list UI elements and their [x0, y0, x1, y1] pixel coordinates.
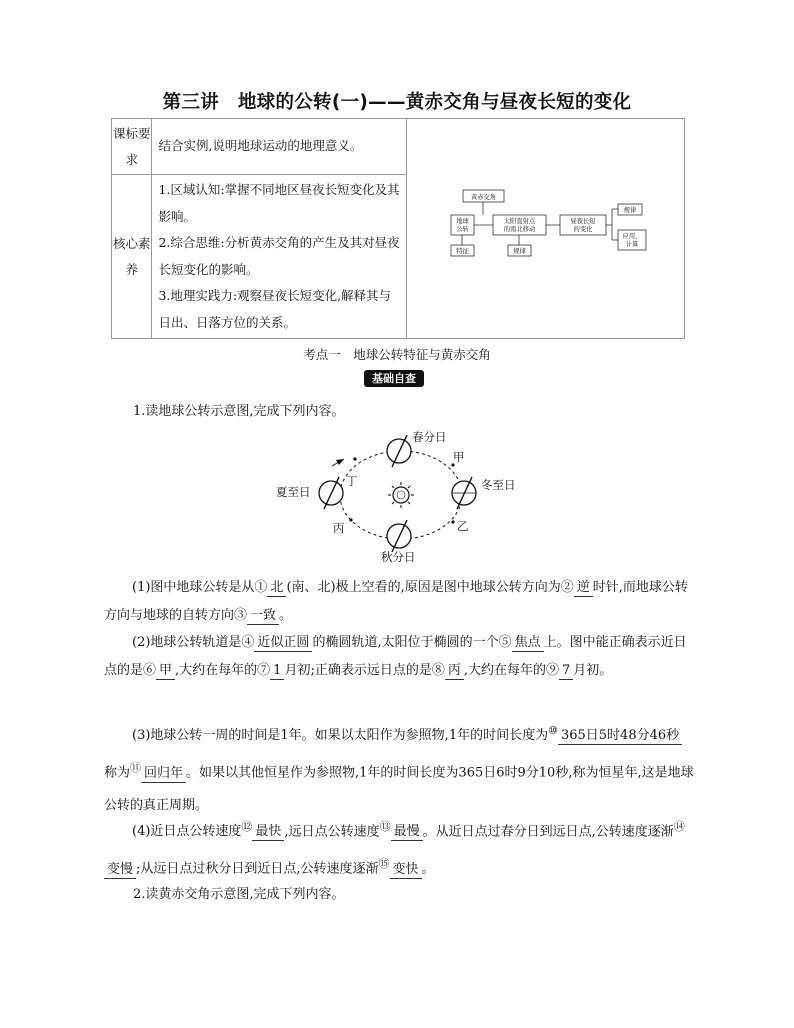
- svg-text:计算: 计算: [625, 241, 639, 248]
- answer-13: 最慢: [391, 823, 423, 841]
- paragraph-3: (3)地球公转一周的时间是1年。如果以太阳作为参照物,1年的时间长度为⑩ 365日5时48分46秒称为⑪ 回归年 。如果以其他恒星作为参照物,1年的时间长度为365日6时9分10秒,称为恒星年,这是地球公转的真正周期。: [104, 724, 694, 813]
- label-jia: 甲: [453, 450, 465, 464]
- answer-9: 7: [559, 662, 573, 680]
- basics-badge: 基础自查: [364, 370, 424, 387]
- section-heading: 考点一 地球公转特征与黄赤交角: [303, 347, 491, 362]
- literacy-item: 2.综合思维:分析黄赤交角的产生及其对昼夜长短变化的影响。: [158, 235, 400, 277]
- curriculum-text: 结合实例,说明地球运动的地理意义。: [152, 119, 407, 175]
- arrow-icon: [336, 459, 344, 465]
- orbit-diagram: [270, 425, 530, 567]
- label-autumn: 秋分日: [381, 550, 416, 564]
- label-bing: 丙: [333, 521, 345, 535]
- cm-middle-bottom: 规律: [513, 248, 526, 255]
- question-1: 1.读地球公转示意图,完成下列内容。: [133, 404, 345, 419]
- svg-text:的变化: 的变化: [573, 226, 593, 233]
- cm-right: 昼夜长短: [570, 218, 596, 225]
- cm-left-bottom: 特征: [456, 248, 469, 255]
- answer-1: 北: [267, 579, 286, 597]
- answer-11: 回归年: [141, 765, 186, 783]
- answer-8: 丙: [445, 662, 464, 680]
- answer-12: 最快: [252, 823, 284, 841]
- label-spring: 春分日: [412, 430, 447, 444]
- answer-3: 一致: [247, 607, 279, 625]
- page-title: 第三讲 地球的公转(一)——黄赤交角与昼夜长短的变化: [162, 92, 632, 113]
- answer-14: 变慢: [104, 861, 136, 879]
- label-yi: 乙: [457, 519, 469, 533]
- answer-5: 焦点: [512, 634, 544, 652]
- objectives-table: [111, 118, 685, 339]
- literacy-header: 核心素养: [112, 175, 152, 339]
- curriculum-header: 课标要求: [112, 119, 152, 175]
- answer-7: 1: [270, 662, 284, 680]
- paragraph-4: (4)近日点公转速度⑫ 最快 ,远日点公转速度⑬ 最慢 。从近日点过春分日到远日点,公转速度逐渐⑭变慢 ;从远日点过秋分日到近日点,公转速度逐渐⑮ 变快 。: [104, 811, 694, 886]
- svg-text:的南北移动: 的南北移动: [503, 226, 536, 233]
- sun-icon: [388, 482, 414, 508]
- paragraph-1: (1)图中地球公转是从① 北 (南、北)极上空看的,原因是图中地球公转方向为② 逆 时针,而地球公转方向与地球的自转方向③ 一致 。: [104, 580, 688, 623]
- literacy-list: [152, 175, 407, 339]
- label-winter: 冬至日: [481, 478, 516, 492]
- answer-2: 逆: [574, 579, 593, 597]
- cm-right-top: 规律: [623, 207, 637, 214]
- label-ding: 丁: [346, 474, 358, 488]
- concept-map: [407, 119, 684, 335]
- cm-middle: 太阳直射点: [503, 218, 536, 225]
- label-summer: 夏至日: [276, 485, 311, 499]
- cm-top: 黄赤交角: [470, 194, 497, 201]
- concept-map-cell: [407, 119, 685, 339]
- answer-10: 365日5时48分46秒: [558, 727, 682, 745]
- paragraph-2: (2)地球公转轨道是④ 近似正圆 的椭圆轨道,太阳位于椭圆的一个⑤ 焦点 上。图中能正确表示近日点的是⑥ 甲 ,大约在每年的⑦ 1 月初;正确表示远日点的是⑧ 丙 ,大约在每年的⑨ 7 月初。: [104, 635, 687, 678]
- answer-4: 近似正圆: [254, 634, 312, 652]
- answer-15: 变快: [390, 861, 422, 879]
- literacy-item: 3.地理实践力:观察昼夜长短变化,解释其与日出、日落方位的关系。: [158, 288, 392, 330]
- svg-text:公转: 公转: [456, 226, 469, 233]
- cm-left: 地球: [456, 218, 469, 225]
- cm-right-bottom: 应用、: [622, 233, 642, 240]
- answer-6: 甲: [156, 662, 175, 680]
- question-2: 2.读黄赤交角示意图,完成下列内容。: [133, 887, 345, 902]
- literacy-item: 1.区域认知:掌握不同地区昼夜长短变化及其影响。: [158, 182, 400, 224]
